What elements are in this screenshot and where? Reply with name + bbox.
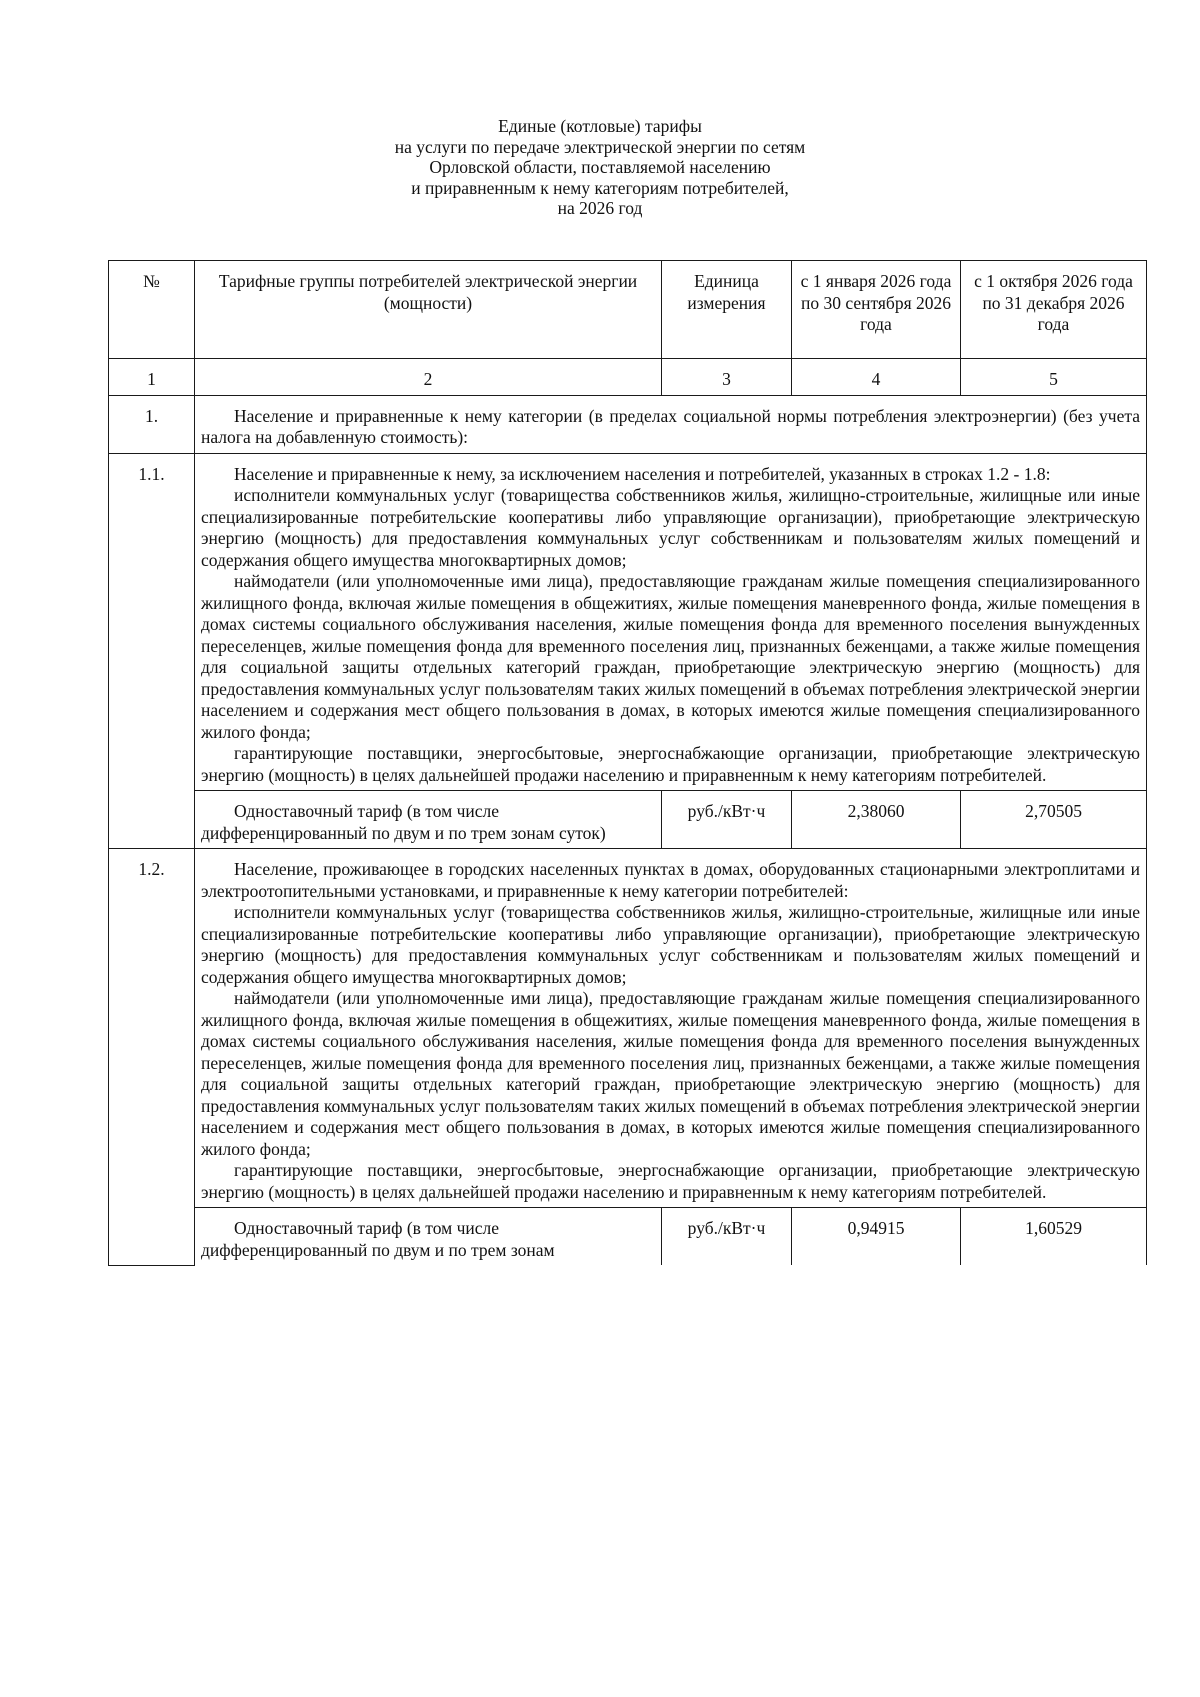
table-header-row — [109, 261, 1147, 359]
tariff-label-cell — [195, 1208, 662, 1266]
title-line: на 2026 год — [557, 198, 643, 218]
tariff-value-period-2: 2,70505 — [961, 791, 1147, 849]
column-number: 1 — [109, 359, 195, 396]
row-1-1-no: 1.1. — [109, 453, 195, 849]
row-1-2-tariff — [109, 1208, 1147, 1266]
row-1-1-tariff — [109, 791, 1147, 849]
column-number: 4 — [792, 359, 961, 396]
paragraph: наймодатели (или уполномоченные ими лица), предоставляющие гражданам жилые помещения специализированного жилищного фонда, включая жилые помещения в общежитиях, жилые помещения маневренного фонда, жилые помещения в домах системы социального обслуживания населения, жилые помещения фонда для временного поселения вынужденных переселенцев, жилые помещения фонда для временного поселения лиц, признанных беженцами, а также жилые помещения для социальной защиты отдельных категорий граждан, приобретающие электрическую энергию (мощность) для предоставления коммунальных услуг пользователям таких жилых помещений в объемах потребления электрической энергии населением и содержания мест общего пользования в домах, в которых имеются жилые помещения специализированного жилого фонда; — [201, 571, 1140, 742]
paragraph: гарантирующие поставщики, энергосбытовые, энергоснабжающие организации, приобретающие электрическую энергию (мощность) в целях дальнейшей продажи населению и приравненным к нему категориям потребителей. — [201, 743, 1140, 785]
section-1-row — [109, 395, 1147, 453]
column-number: 5 — [961, 359, 1147, 396]
title-line: Единые (котловые) тарифы — [498, 116, 702, 136]
paragraph: гарантирующие поставщики, энергосбытовые, энергоснабжающие организации, приобретающие электрическую энергию (мощность) в целях дальнейшей продажи населению и приравненным к нему категориям потребителей. — [201, 1160, 1140, 1202]
paragraph: Население, проживающее в городских населенных пунктах в домах, оборудованных стационарными электроплитами и электроотопительными установками, и приравненные к нему категории потребителей: — [201, 859, 1140, 901]
column-number: 2 — [195, 359, 662, 396]
tariff-unit: руб./кВт·ч — [662, 1208, 792, 1266]
row-1-2-text — [195, 849, 1147, 1208]
header-no: № — [109, 261, 195, 359]
tariff-value-period-1: 0,94915 — [792, 1208, 961, 1266]
document-title — [0, 116, 1200, 219]
tariff-unit: руб./кВт·ч — [662, 791, 792, 849]
tariff-value-period-1: 2,38060 — [792, 791, 961, 849]
row-1-2-no: 1.2. — [109, 849, 195, 1266]
paragraph: Население и приравненные к нему категории (в пределах социальной нормы потребления электроэнергии) (без учета налога на добавленную стоимость): — [201, 405, 1140, 447]
title-line: Орловской области, поставляемой населению — [429, 157, 771, 177]
header-group: Тарифные группы потребителей электрической энергии (мощности) — [195, 261, 662, 359]
header-unit: Единица измерения — [662, 261, 792, 359]
tariff-label: Одноставочный тариф (в том числе дифференцированный по двум и по трем зонам — [201, 1218, 555, 1260]
tariff-label: Одноставочный тариф (в том числе дифференцированный по двум и по трем зонам суток) — [201, 801, 606, 843]
row-1-1-description — [109, 453, 1147, 791]
title-line: и приравненным к нему категориям потребителей, — [411, 177, 789, 198]
paragraph: Население и приравненные к нему, за исключением населения и потребителей, указанных в строках 1.2 - 1.8: — [234, 463, 1051, 484]
header-period-1: с 1 января 2026 года по 30 сентября 2026 года — [792, 261, 961, 359]
column-numbers-row — [109, 359, 1147, 396]
section-1-no: 1. — [109, 395, 195, 453]
row-1-2-description — [109, 849, 1147, 1208]
paragraph: исполнители коммунальных услуг (товарищества собственников жилья, жилищно-строительные, жилищные или иные специализированные потребительские кооперативы либо управляющие организации), приобретающие электрическую энергию (мощность) для предоставления коммунальных услуг собственникам и пользователям жилых помещений и содержания общего имущества многоквартирных домов; — [201, 902, 1140, 987]
tariff-table — [108, 260, 1147, 1266]
row-1-1-text — [195, 453, 1147, 791]
header-period-2: с 1 октября 2026 года по 31 декабря 2026 года — [961, 261, 1147, 359]
section-1-text — [195, 395, 1147, 453]
paragraph: наймодатели (или уполномоченные ими лица), предоставляющие гражданам жилые помещения специализированного жилищного фонда, включая жилые помещения в общежитиях, жилые помещения маневренного фонда, жилые помещения в домах системы социального обслуживания населения, жилые помещения фонда для временного поселения вынужденных переселенцев, жилые помещения фонда для временного поселения лиц, признанных беженцами, а также жилые помещения для социальной защиты отдельных категорий граждан, приобретающие электрическую энергию (мощность) для предоставления коммунальных услуг пользователям таких жилых помещений в объемах потребления электрической энергии населением и содержания мест общего пользования в домах, в которых имеются жилые помещения специализированного жилого фонда; — [201, 988, 1140, 1159]
tariff-value-period-2: 1,60529 — [961, 1208, 1147, 1266]
column-number: 3 — [662, 359, 792, 396]
title-line: на услуги по передаче электрической энергии по сетям — [394, 136, 806, 157]
paragraph: исполнители коммунальных услуг (товарищества собственников жилья, жилищно-строительные, жилищные или иные специализированные потребительские кооперативы либо управляющие организации), приобретающие электрическую энергию (мощность) для предоставления коммунальных услуг собственникам и пользователям жилых помещений и содержания общего имущества многоквартирных домов; — [201, 485, 1140, 570]
tariff-label-cell — [195, 791, 662, 849]
